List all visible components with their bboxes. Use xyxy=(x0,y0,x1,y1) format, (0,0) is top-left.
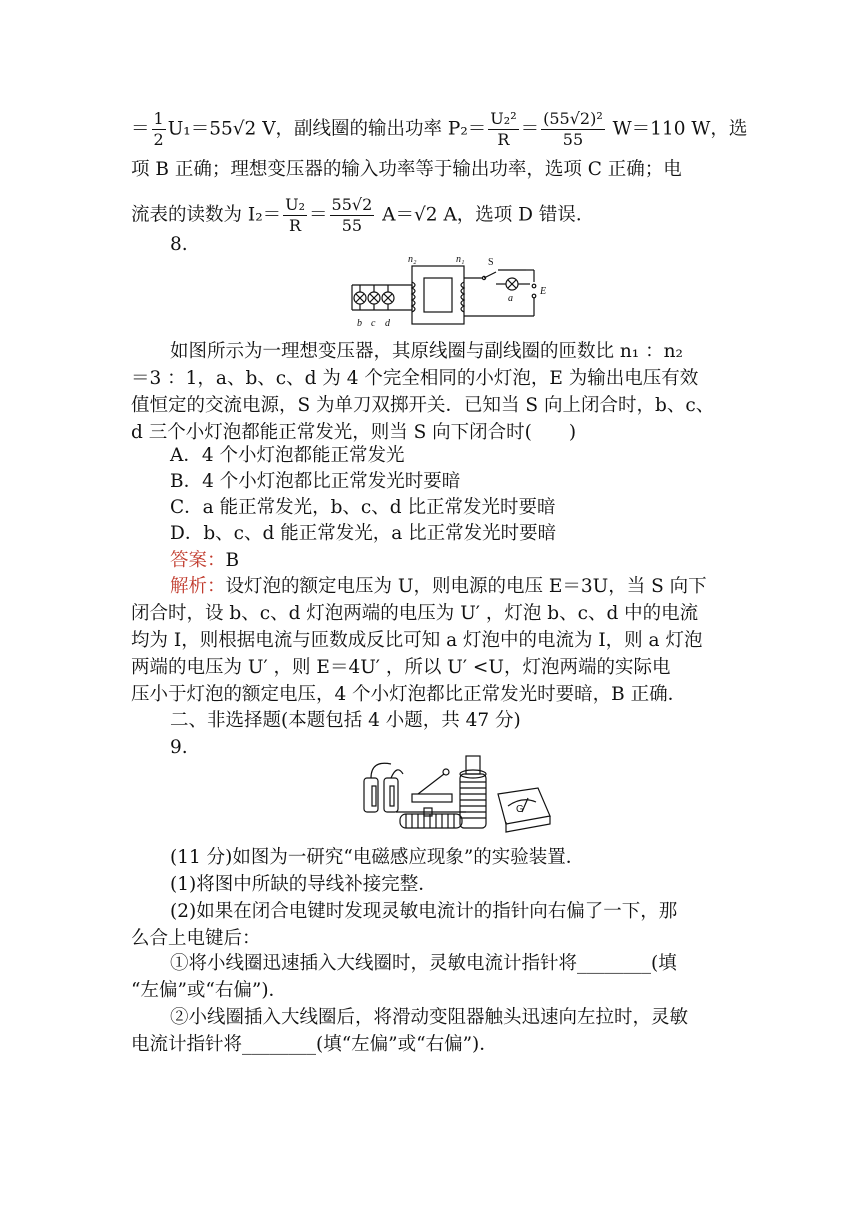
question-line: “左偏”或“右偏”)． xyxy=(131,980,288,1001)
label-d: d xyxy=(385,318,390,329)
label-a: a xyxy=(508,293,513,304)
analysis-line: 压小于灯泡的额定电压，4 个小灯泡都比正常发光时要暗，B 正确． xyxy=(131,684,687,705)
electromagnetic-induction-apparatus-figure xyxy=(356,752,552,840)
text-run: ＝ xyxy=(520,118,540,140)
analysis-label: 解析： xyxy=(170,576,226,597)
numerator: (55√2)² xyxy=(543,109,603,128)
analysis-line: 两端的电压为 U′ ，则 E＝4U′ ，所以 U′ <U，灯泡两端的实际电 xyxy=(131,657,671,678)
answer-line xyxy=(170,548,239,574)
question-number: 9. xyxy=(170,737,188,758)
fraction-u2-r xyxy=(283,195,307,236)
question-line: ②小线圈插入大线圈后，将滑动变阻器触头迅速向左拉时，灵敏 xyxy=(170,1007,689,1028)
numerator: 55√2 xyxy=(331,195,373,214)
text-run: U₁＝55√2 V，副线圈的输出功率 P₂＝ xyxy=(167,118,487,140)
label-b: b xyxy=(357,318,362,329)
label-s: S xyxy=(488,257,494,268)
option-b: B．4 个小灯泡都比正常发光时要暗 xyxy=(170,471,461,492)
answer-value: B xyxy=(225,550,240,571)
analysis-line: 均为 I，则根据电流与匝数成反比可知 a 灯泡中的电流为 I，则 a 灯泡 xyxy=(131,630,703,651)
question-number: 8. xyxy=(170,234,188,255)
text-run: W＝110 W，选 xyxy=(606,118,748,140)
analysis-line xyxy=(170,574,707,600)
text-run: ＝ xyxy=(309,204,328,226)
text-run: 流表的读数为 I₂＝ xyxy=(131,204,282,226)
question-line: (1)将图中所缺的导线补接完整． xyxy=(170,874,437,895)
denominator: R xyxy=(497,130,510,149)
option-c: C．a 能正常发光，b、c、d 比正常发光时要暗 xyxy=(170,497,556,518)
label-n2: n₂ xyxy=(408,254,417,265)
denominator: 55 xyxy=(341,216,363,235)
question-line: ①将小线圈迅速插入大线圈时，灵敏电流计指针将________(填 xyxy=(170,953,677,974)
question-stem-line: 值恒定的交流电源，S 为单刀双掷开关．已知当 S 向上闭合时，b、c、 xyxy=(131,395,715,416)
question-stem-line: d 三个小灯泡都能正常发光，则当 S 向下闭合时( ) xyxy=(131,422,577,443)
denominator: 2 xyxy=(153,130,164,149)
solution-line-2: 项 B 正确；理想变压器的输入功率等于输出功率，选项 C 正确；电 xyxy=(131,159,682,180)
numerator: U₂ xyxy=(285,195,306,214)
option-a: A．4 个小灯泡都能正常发光 xyxy=(170,445,405,466)
question-stem-line: 如图所示为一理想变压器，其原线圈与副线圈的匝数比 n₁ ：n₂ xyxy=(170,341,683,362)
label-e: E xyxy=(540,286,547,297)
question-line: 电流计指针将________(填“左偏”或“右偏”)． xyxy=(131,1034,498,1055)
solution-line-1 xyxy=(131,109,747,150)
question-line: (2)如果在闭合电键时发现灵敏电流计的指针向右偏了一下，那 xyxy=(170,901,678,922)
analysis-line: 闭合时，设 b、c、d 灯泡两端的电压为 U′ ，灯泡 b、c、d 中的电流 xyxy=(131,603,699,624)
fraction-current xyxy=(330,195,375,236)
label-c: c xyxy=(371,318,376,329)
transformer-circuit-figure xyxy=(346,252,556,332)
fraction-half xyxy=(152,109,166,150)
question-line: 么合上电键后： xyxy=(131,928,261,949)
numerator: 1 xyxy=(153,109,164,128)
text-run: A＝√2 A，选项 D 错误． xyxy=(376,204,595,226)
galvanometer-label: G xyxy=(516,804,524,815)
text-run: ＝ xyxy=(131,118,150,140)
option-d: D．b、c、d 能正常发光，a 比正常发光时要暗 xyxy=(170,523,557,544)
question-line: (11 分)如图为一研究“电磁感应现象”的实验装置． xyxy=(170,847,585,868)
answer-label: 答案： xyxy=(170,550,226,571)
fraction-u2-r xyxy=(488,109,518,150)
question-stem-line: ＝3 ：1，a、b、c、d 为 4 个完全相同的小灯泡，E 为输出电压有效 xyxy=(131,368,699,389)
numerator: U₂² xyxy=(490,109,517,128)
analysis-text: 设灯泡的额定电压为 U，则电源的电压 E＝3U，当 S 向下 xyxy=(225,576,707,597)
fraction-power xyxy=(541,109,605,150)
solution-line-3 xyxy=(131,195,594,236)
section-heading: 二、非选择题(本题包括 4 小题，共 47 分) xyxy=(170,710,521,731)
denominator: R xyxy=(289,216,302,235)
label-n1: n₁ xyxy=(456,254,465,265)
denominator: 55 xyxy=(562,130,584,149)
